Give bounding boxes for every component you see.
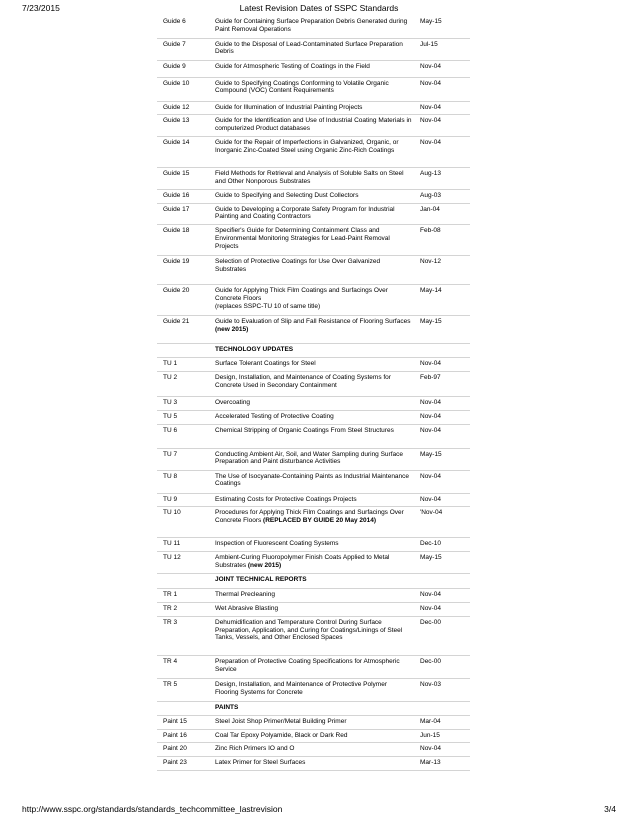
revision-date: Jul-15 xyxy=(416,38,470,60)
table-row xyxy=(157,616,470,655)
standard-code xyxy=(157,344,211,358)
standard-code: Guide 15 xyxy=(157,168,211,190)
standard-code: Guide 18 xyxy=(157,225,211,256)
title-text: Design, Installation, and Maintenance of Coating Systems for Concrete Used in Secondary Containment xyxy=(215,374,391,389)
title-text: Guide to Evaluation of Slip and Fall Resistance of Flooring Surfaces xyxy=(215,318,411,326)
standard-title xyxy=(211,743,416,757)
standard-code: TU 6 xyxy=(157,424,211,448)
standard-title xyxy=(211,285,416,316)
standard-title xyxy=(211,507,416,538)
standard-code: Guide 16 xyxy=(157,189,211,203)
table-row xyxy=(157,424,470,448)
revision-date: 'Nov-04 xyxy=(416,507,470,538)
standard-title xyxy=(211,225,416,256)
standard-code: Paint 15 xyxy=(157,715,211,729)
standard-title xyxy=(211,538,416,552)
revision-date: Dec-10 xyxy=(416,538,470,552)
table-row xyxy=(157,225,470,256)
standard-code: Guide 19 xyxy=(157,256,211,285)
section-title: TECHNOLOGY UPDATES xyxy=(215,346,294,354)
standard-code: TU 8 xyxy=(157,470,211,493)
footer-page-number: 3/4 xyxy=(604,804,616,814)
title-text: Preparation of Protective Coating Specifications for Atmospheric Service xyxy=(215,657,400,673)
revision-date: Feb-08 xyxy=(416,225,470,256)
revision-date: Nov-04 xyxy=(416,358,470,372)
title-text: Guide to Developing a Corporate Safety Program for Industrial Painting and Coating Contractors xyxy=(215,205,395,221)
revision-date: Dec-00 xyxy=(416,616,470,655)
standard-title xyxy=(211,256,416,285)
standard-title xyxy=(211,168,416,190)
revision-date: May-15 xyxy=(416,552,470,574)
table-row xyxy=(157,285,470,316)
revision-date: Nov-04 xyxy=(416,60,470,77)
table-row xyxy=(157,538,470,552)
standard-code: Guide 14 xyxy=(157,137,211,168)
revision-date: Nov-04 xyxy=(416,77,470,101)
table-row xyxy=(157,372,470,397)
revision-date: Jan-04 xyxy=(416,203,470,225)
standard-title xyxy=(211,203,416,225)
standard-title xyxy=(211,137,416,168)
title-text: Guide to Specifying Coatings Conforming to Volatile Organic Compound (VOC) Content Requirements xyxy=(215,79,389,95)
title-text: Inspection of Fluorescent Coating Systems xyxy=(215,540,339,548)
revision-date: Aug-13 xyxy=(416,168,470,190)
revision-date: May-15 xyxy=(416,16,470,38)
title-text: Guide to Specifying and Selecting Dust Collectors xyxy=(215,191,359,199)
revision-date: Nov-04 xyxy=(416,470,470,493)
standard-title xyxy=(211,344,416,358)
title-text: Procedures for Applying Thick Film Coatings and Surfacings Over Concrete Floors xyxy=(215,509,404,525)
revision-date: Nov-04 xyxy=(416,137,470,168)
standard-title xyxy=(211,655,416,678)
standard-title xyxy=(211,316,416,344)
title-text: Guide for Containing Surface Preparation Debris Generated during Paint Removal Operations xyxy=(215,18,408,33)
standards-table xyxy=(157,16,470,771)
title-text: Surface Tolerant Coatings for Steel xyxy=(215,360,316,368)
standard-title xyxy=(211,448,416,470)
standard-title xyxy=(211,470,416,493)
header-title: Latest Revision Dates of SSPC Standards xyxy=(239,3,399,13)
revision-date: Nov-04 xyxy=(416,115,470,137)
standard-code: Paint 20 xyxy=(157,743,211,757)
standard-code: Guide 21 xyxy=(157,316,211,344)
title-text: Guide for Atmospheric Testing of Coatings in the Field xyxy=(215,62,370,70)
table-row xyxy=(157,757,470,771)
title-bold-note: (new 2015) xyxy=(247,562,282,570)
title-bold-note: (new 2015) xyxy=(215,326,249,334)
standard-code: TU 7 xyxy=(157,448,211,470)
standard-title xyxy=(211,493,416,507)
standard-code: Guide 10 xyxy=(157,77,211,101)
table-row xyxy=(157,101,470,115)
standard-code: TU 9 xyxy=(157,493,211,507)
standard-title xyxy=(211,603,416,617)
standard-code: Paint 16 xyxy=(157,729,211,743)
revision-date: Nov-04 xyxy=(416,589,470,603)
table-row xyxy=(157,38,470,60)
table-row xyxy=(157,137,470,168)
standard-code: TR 4 xyxy=(157,655,211,678)
standard-title xyxy=(211,589,416,603)
title-text: Overcoating xyxy=(215,399,251,407)
table-row xyxy=(157,603,470,617)
title-bold-note: (REPLACED BY GUIDE 20 May 2014) xyxy=(263,517,376,525)
standard-title xyxy=(211,372,416,397)
revision-date: Mar-13 xyxy=(416,757,470,771)
revision-date: May-15 xyxy=(416,316,470,344)
standard-code: TR 1 xyxy=(157,589,211,603)
revision-date: Feb-97 xyxy=(416,372,470,397)
standard-title xyxy=(211,410,416,424)
title-text: Steel Joist Shop Primer/Metal Building Primer xyxy=(215,717,347,725)
standard-title xyxy=(211,616,416,655)
standard-code: TR 5 xyxy=(157,678,211,701)
standard-code: Guide 7 xyxy=(157,38,211,60)
section-header-row xyxy=(157,574,470,589)
standard-code: TU 5 xyxy=(157,410,211,424)
table-row xyxy=(157,589,470,603)
standard-title xyxy=(211,701,416,715)
standard-code: TU 11 xyxy=(157,538,211,552)
title-text: Field Methods for Retrieval and Analysis of Soluble Salts on Steel and Other Nonporous Substrates xyxy=(215,170,404,186)
revision-date: Jun-15 xyxy=(416,729,470,743)
standard-code: Guide 17 xyxy=(157,203,211,225)
revision-date: May-15 xyxy=(416,448,470,470)
table-row xyxy=(157,168,470,190)
revision-date xyxy=(416,574,470,589)
standard-code: TU 10 xyxy=(157,507,211,538)
table-row xyxy=(157,60,470,77)
revision-date: Nov-03 xyxy=(416,678,470,701)
title-text: Accelerated Testing of Protective Coating xyxy=(215,412,334,420)
revision-date: Mar-04 xyxy=(416,715,470,729)
standard-title xyxy=(211,101,416,115)
table-row xyxy=(157,493,470,507)
standard-code: TU 12 xyxy=(157,552,211,574)
standard-title xyxy=(211,77,416,101)
standard-title xyxy=(211,397,416,411)
title-text: Wet Abrasive Blasting xyxy=(215,605,279,613)
standard-title xyxy=(211,189,416,203)
revision-date: Nov-04 xyxy=(416,397,470,411)
standard-code: Paint 23 xyxy=(157,757,211,771)
title-text: Guide for the Repair of Imperfections in Galvanized, Organic, or Inorganic Zinc-Coated Steel using Organic Zinc-Rich Coatings xyxy=(215,139,399,155)
table-row xyxy=(157,410,470,424)
title-note: (replaces SSPC-TU 10 of same title) xyxy=(215,302,321,310)
standard-title xyxy=(211,729,416,743)
standard-title xyxy=(211,38,416,60)
table-row xyxy=(157,743,470,757)
standard-code xyxy=(157,574,211,589)
revision-date: Nov-12 xyxy=(416,256,470,285)
title-text: Latex Primer for Steel Surfaces xyxy=(215,759,306,767)
standard-code xyxy=(157,701,211,715)
table-row xyxy=(157,16,470,38)
table-row xyxy=(157,678,470,701)
revision-date: Nov-04 xyxy=(416,493,470,507)
standard-code: TU 2 xyxy=(157,372,211,397)
standard-title xyxy=(211,115,416,137)
revision-date: Nov-04 xyxy=(416,603,470,617)
title-text: Coal Tar Epoxy Polyamide, Black or Dark Red xyxy=(215,731,348,739)
revision-date: May-14 xyxy=(416,285,470,316)
standard-title xyxy=(211,424,416,448)
revision-date: Nov-04 xyxy=(416,410,470,424)
standard-title xyxy=(211,574,416,589)
title-text: Design, Installation, and Maintenance of Protective Polymer Flooring Systems for Concrete xyxy=(215,680,387,696)
standard-title xyxy=(211,16,416,38)
section-title: PAINTS xyxy=(215,703,239,711)
title-text: Guide for Illumination of Industrial Painting Projects xyxy=(215,103,363,111)
title-text: Ambient-Curing Fluoropolymer Finish Coats Applied to Metal Substrates xyxy=(215,554,390,570)
revision-date: Nov-04 xyxy=(416,743,470,757)
table-row xyxy=(157,203,470,225)
section-title: JOINT TECHNICAL REPORTS xyxy=(215,576,307,584)
section-header-row xyxy=(157,344,470,358)
revision-date: Aug-03 xyxy=(416,189,470,203)
standard-code: Guide 12 xyxy=(157,101,211,115)
table-row xyxy=(157,552,470,574)
title-text: Guide for Applying Thick Film Coatings and Surfacings Over Concrete Floors xyxy=(215,287,388,303)
table-row xyxy=(157,397,470,411)
title-text: Dehumidification and Temperature Control During Surface Preparation, Application, and Curing for Coatings/Linings of Steel Tanks, Vessels, and Other Enclosed Spaces xyxy=(215,618,403,642)
standard-title xyxy=(211,757,416,771)
table-row xyxy=(157,358,470,372)
standard-title xyxy=(211,715,416,729)
revision-date: Dec-00 xyxy=(416,655,470,678)
table-row xyxy=(157,189,470,203)
standard-title xyxy=(211,552,416,574)
title-text: Chemical Stripping of Organic Coatings From Steel Structures xyxy=(215,426,394,434)
standard-code: TR 2 xyxy=(157,603,211,617)
standard-code: Guide 13 xyxy=(157,115,211,137)
revision-date xyxy=(416,701,470,715)
table-row xyxy=(157,729,470,743)
table-row xyxy=(157,77,470,101)
table-row xyxy=(157,316,470,344)
revision-date: Nov-04 xyxy=(416,101,470,115)
table-row xyxy=(157,715,470,729)
footer-url: http://www.sspc.org/standards/standards_techcommittee_lastrevision xyxy=(22,804,283,814)
table-row xyxy=(157,470,470,493)
standard-title xyxy=(211,678,416,701)
header-date: 7/23/2015 xyxy=(22,3,60,13)
table-row xyxy=(157,256,470,285)
revision-date xyxy=(416,344,470,358)
title-text: Thermal Precleaning xyxy=(215,591,275,599)
standard-code: TU 1 xyxy=(157,358,211,372)
table-row xyxy=(157,115,470,137)
table-row xyxy=(157,507,470,538)
standard-code: Guide 6 xyxy=(157,16,211,38)
title-text: Estimating Costs for Protective Coatings Projects xyxy=(215,495,357,503)
title-text: Zinc Rich Primers IO and O xyxy=(215,745,295,753)
standard-title xyxy=(211,358,416,372)
standard-code: Guide 20 xyxy=(157,285,211,316)
standard-code: TU 3 xyxy=(157,397,211,411)
table-row xyxy=(157,655,470,678)
title-text: Guide to the Disposal of Lead-Contaminated Surface Preparation Debris xyxy=(215,40,403,56)
revision-date: Nov-04 xyxy=(416,424,470,448)
title-text: Specifier's Guide for Determining Containment Class and Environmental Monitoring Strategies for Lead-Paint Removal Projects xyxy=(215,227,390,250)
table-row xyxy=(157,448,470,470)
standard-code: TR 3 xyxy=(157,616,211,655)
title-text: Selection of Protective Coatings for Use Over Galvanized Substrates xyxy=(215,258,381,274)
standard-title xyxy=(211,60,416,77)
title-text: Conducting Ambient Air, Soil, and Water Sampling during Surface Preparation and Paint disturbance Activities xyxy=(215,450,404,466)
section-header-row xyxy=(157,701,470,715)
standard-code: Guide 9 xyxy=(157,60,211,77)
title-text: Guide for the Identification and Use of Industrial Coating Materials in computerized Product databases xyxy=(215,117,412,133)
title-text: The Use of Isocyanate-Containing Paints as Industrial Maintenance Coatings xyxy=(215,472,410,488)
